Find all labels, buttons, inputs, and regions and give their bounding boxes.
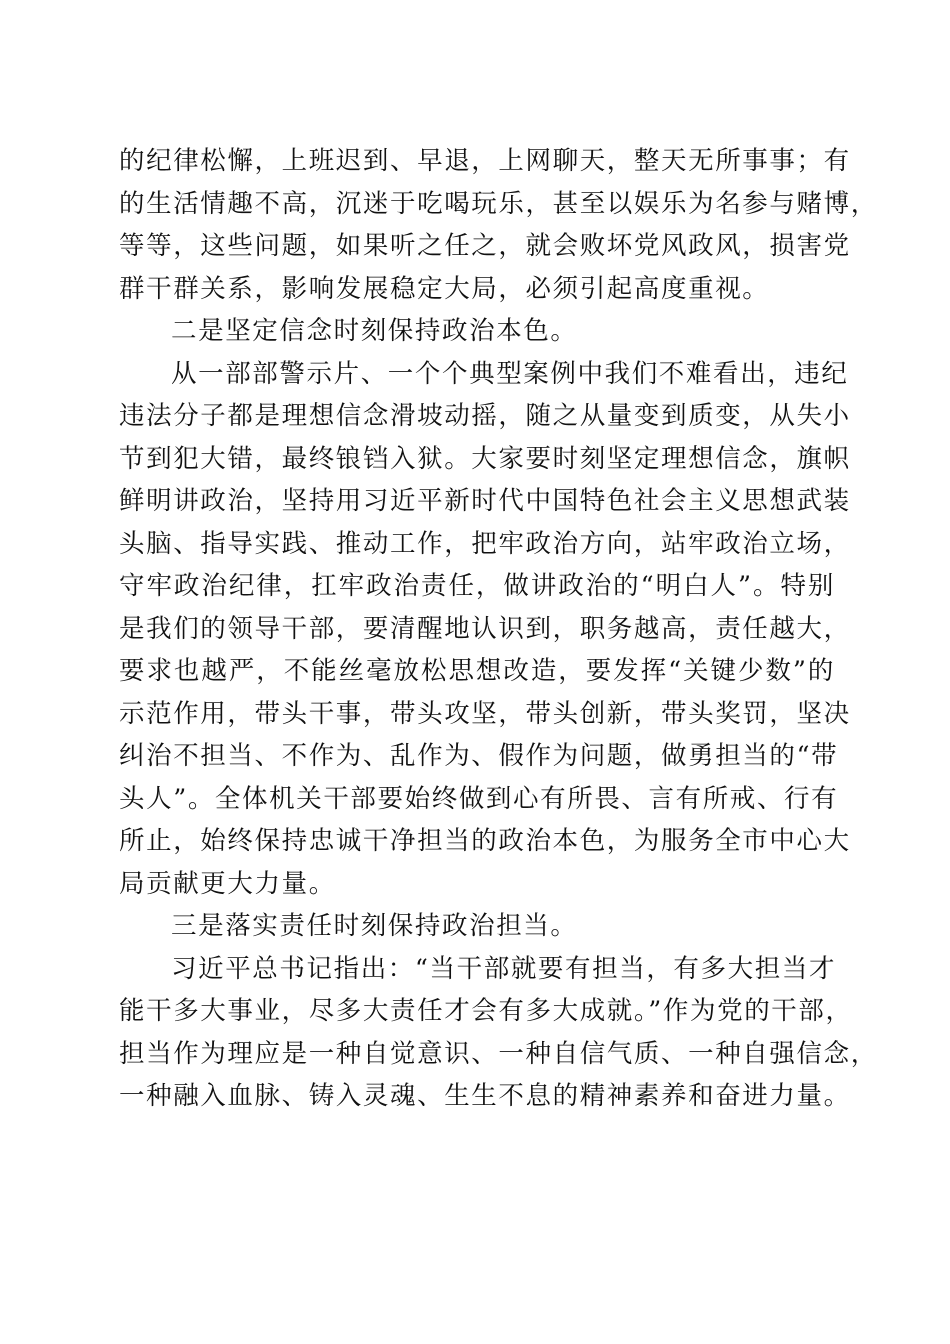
paragraph-line: 能干多大事业，尽多大责任才会有多大成就。”作为党的干部， xyxy=(119,996,853,1026)
paragraph-line: 要求也越严，不能丝毫放松思想改造，要发挥“关键少数”的 xyxy=(119,656,835,686)
paragraph-line: 从一部部警示片、一个个典型案例中我们不难看出，违纪 xyxy=(171,358,849,389)
paragraph-line: 节到犯大错，最终锒铛入狱。大家要时刻坚定理想信念，旗帜 xyxy=(119,443,851,474)
paragraph-line: 局贡献更大力量。 xyxy=(119,868,336,899)
section-heading-2: 二是坚定信念时刻保持政治本色。 xyxy=(171,316,578,346)
paragraph-1 xyxy=(119,140,878,310)
paragraph-line: 习近平总书记指出：“当干部就要有担当，有多大担当才 xyxy=(171,953,837,984)
paragraph-line: 等等，这些问题，如果听之任之，就会败坏党风政风，损害党 xyxy=(119,231,851,261)
paragraph-line: 所止，始终保持忠诚干净担当的政治本色，为服务全市中心大 xyxy=(119,826,851,856)
paragraph-line: 示范作用，带头干事，带头攻坚，带头创新，带头奖罚，坚决 xyxy=(119,698,851,729)
paragraph-3 xyxy=(119,948,878,1118)
paragraph-line: 群干群关系，影响发展稳定大局，必须引起高度重视。 xyxy=(119,273,770,304)
paragraph-line: 守牢政治纪律，扛牢政治责任，做讲政治的“明白人”。特别 xyxy=(119,571,835,601)
paragraph-line: 违法分子都是理想信念滑坡动摇，随之从量变到质变，从失小 xyxy=(119,401,851,431)
paragraph-line: 担当作为理应是一种自觉意识、一种自信气质、一种自强信念， xyxy=(119,1038,878,1069)
document-body xyxy=(119,140,878,1118)
paragraph-line: 头人”。全体机关干部要始终做到心有所畏、言有所戒、行有 xyxy=(119,783,839,814)
paragraph-line: 鲜明讲政治，坚持用习近平新时代中国特色社会主义思想武装 xyxy=(119,486,851,516)
section-heading-3: 三是落实责任时刻保持政治担当。 xyxy=(171,911,578,941)
paragraph-line: 一种融入血脉、铸入灵魂、生生不息的精神素养和奋进力量。 xyxy=(119,1081,851,1111)
paragraph-line: 是我们的领导干部，要清醒地认识到，职务越高，责任越大， xyxy=(119,613,851,644)
paragraph-line: 的生活情趣不高，沉迷于吃喝玩乐，甚至以娱乐为名参与赌博， xyxy=(119,188,878,219)
paragraph-line: 的纪律松懈，上班迟到、早退，上网聊天，整天无所事事；有 xyxy=(119,146,851,176)
paragraph-line: 纠治不担当、不作为、乱作为、假作为问题，做勇担当的“带 xyxy=(119,741,839,771)
paragraph-line: 头脑、指导实践、推动工作，把牢政治方向，站牢政治立场， xyxy=(119,528,851,559)
paragraph-2 xyxy=(119,353,851,906)
